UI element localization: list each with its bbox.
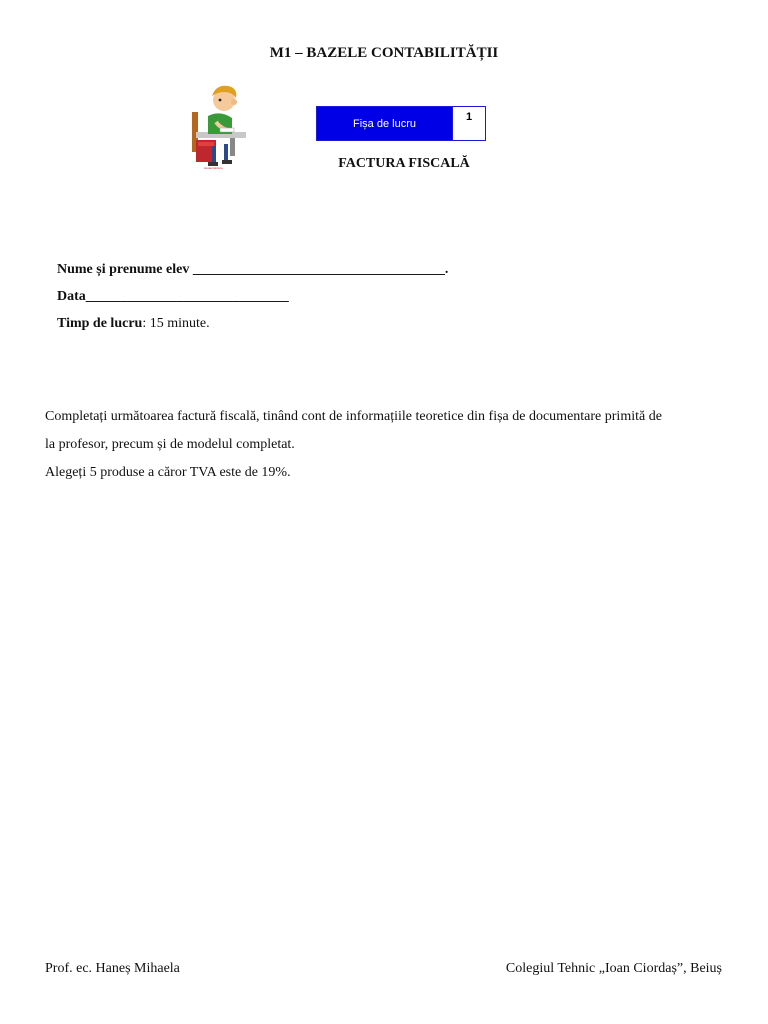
date-blank: _____________________________ (85, 289, 289, 304)
time-field (57, 316, 210, 332)
date-label: Data (57, 289, 86, 304)
time-value: : 15 minute. (142, 316, 210, 331)
name-blank: ____________________________________. (192, 262, 449, 277)
instruction-line-1: Completați următoarea factură fiscală, tinând cont de informațiile teoretice din fișa de documentare primită de (45, 409, 662, 424)
footer-author: Prof. ec. Haneș Mihaela (45, 961, 180, 976)
instructions (45, 403, 725, 487)
instruction-line-3: Alegeți 5 produse a căror TVA este de 19%. (45, 465, 291, 480)
worksheet-number: 1 (452, 107, 485, 140)
clipart-caption: studentpicture (204, 166, 223, 170)
name-field (57, 262, 448, 278)
name-label: Nume și prenume elev (57, 262, 190, 277)
worksheet-badge (316, 106, 486, 141)
instruction-line-2: la profesor, precum și de modelul completat. (45, 437, 295, 452)
page-title: M1 – BAZELE CONTABILITĂȚII (269, 45, 499, 61)
date-field (57, 289, 289, 305)
worksheet-label: Fișa de lucru (317, 107, 452, 140)
worksheet-subtitle: FACTURA FISCALĂ (338, 156, 470, 171)
footer-school: Colegiul Tehnic „Ioan Ciordaș”, Beiuș (505, 961, 722, 976)
student-clipart (186, 82, 258, 174)
time-label: Timp de lucru (57, 316, 143, 331)
